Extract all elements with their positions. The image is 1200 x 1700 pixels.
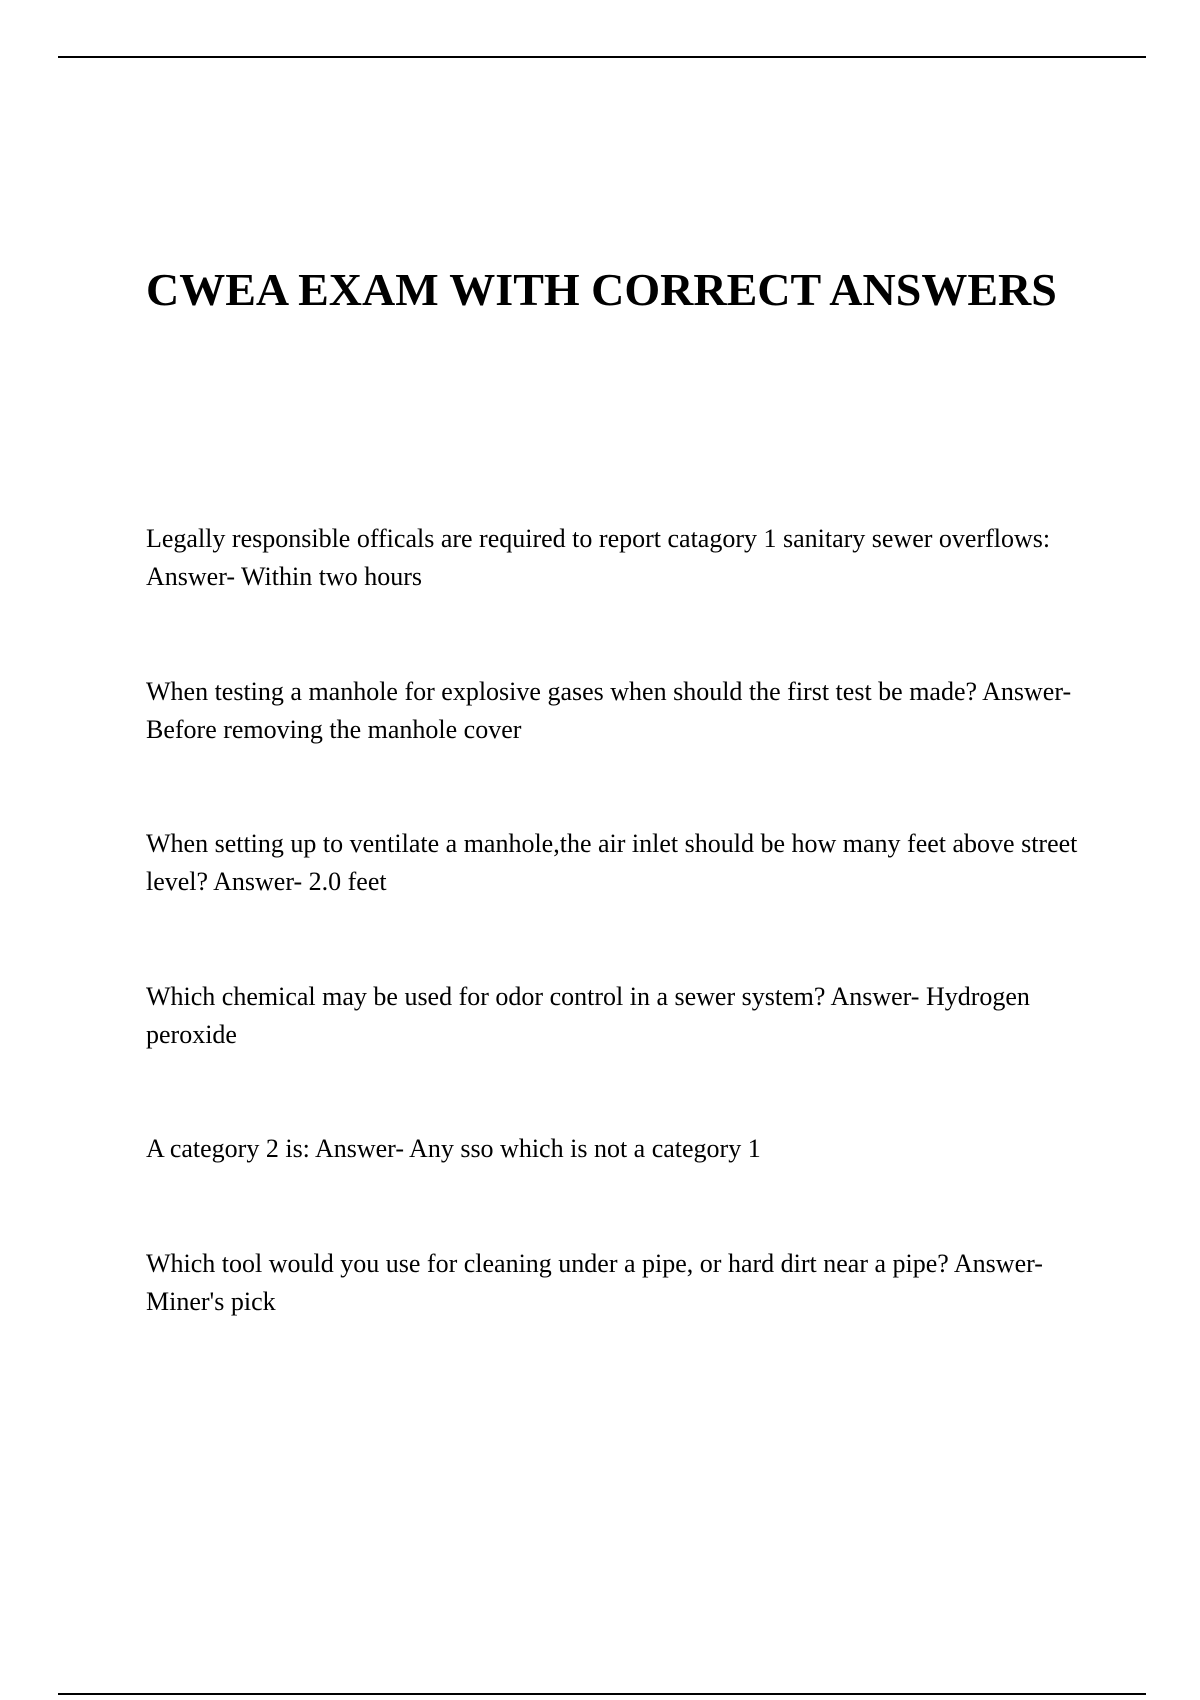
qa-item: Which chemical may be used for odor control in a sewer system? Answer- Hydrogen peroxide [146, 982, 1030, 1049]
qa-item: Which tool would you use for cleaning under a pipe, or hard dirt near a pipe? Answer- Miner's pick [146, 1249, 1043, 1316]
qa-item: A category 2 is: Answer- Any sso which is not a category 1 [146, 1134, 761, 1163]
footer-rule [58, 1693, 1146, 1695]
qa-item: Legally responsible officals are required to report catagory 1 sanitary sewer overflows: Answer- Within two hours [146, 524, 1051, 591]
qa-item: When testing a manhole for explosive gases when should the first test be made? Answer- Before removing the manhole cover [146, 677, 1072, 744]
document-title: CWEA EXAM WITH CORRECT ANSWERS [146, 264, 1057, 315]
qa-item: When setting up to ventilate a manhole,the air inlet should be how many feet above street level? Answer- 2.0 feet [146, 829, 1078, 896]
header-rule [58, 56, 1146, 58]
